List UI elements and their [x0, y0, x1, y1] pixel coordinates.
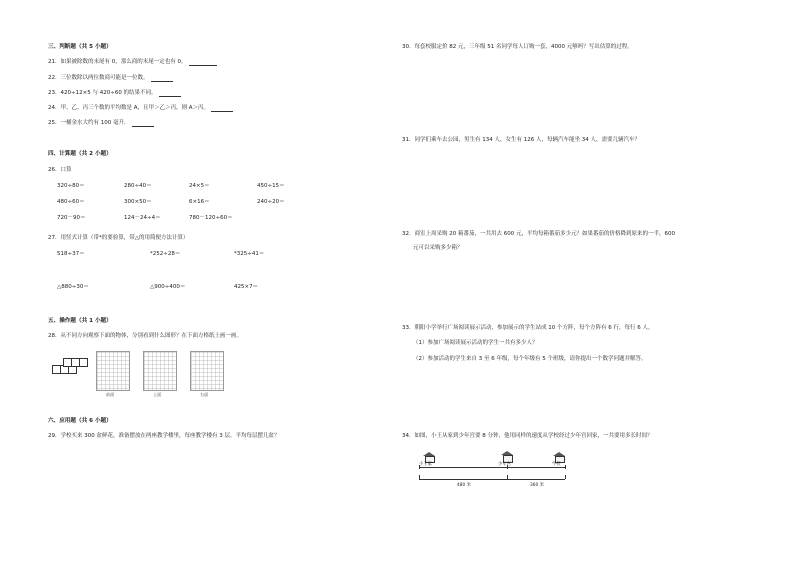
map-school: 学校 [552, 462, 561, 467]
grid-caption-top: 上面 [153, 392, 162, 397]
oral-item: 720－90＝ [57, 215, 86, 221]
distance-1: 480 米 [457, 483, 471, 488]
question-21: 21．如果被除数的末尾有 0，那么商的末尾一定也有 0。 [48, 59, 217, 66]
grid-caption-right: 右面 [200, 392, 209, 397]
vertical-item: *252÷28＝ [150, 251, 181, 257]
question-27: 27．用竖式计算（带*的要验算，带△的用简便方法计算） [48, 235, 189, 241]
vertical-item: 425×7＝ [234, 284, 259, 290]
oral-item: 300×50＝ [124, 199, 152, 205]
oral-item: 450÷15＝ [257, 183, 285, 189]
answer-blank-23[interactable] [159, 91, 181, 97]
vertical-item: 518÷37＝ [57, 251, 85, 257]
map-home: 小王家 [419, 462, 432, 467]
map-palace: 少年宫 [498, 462, 511, 467]
right-page [397, 0, 794, 562]
question-26: 26．口算 [48, 167, 72, 173]
answer-blank-25[interactable] [132, 121, 154, 127]
section-apply: 六、应用题（共 6 小题） [48, 418, 112, 424]
oral-item: 124－24÷4＝ [124, 215, 161, 221]
section-operate: 五、操作题（共 1 小题） [48, 318, 112, 324]
question-28: 28．从不同方向观察下面的物体，分别看到什么图形？在下面方格纸上画一画。 [48, 333, 243, 339]
vertical-item: △900÷400＝ [150, 284, 186, 290]
vertical-item: *325÷41＝ [234, 251, 265, 257]
question-32: 32．商室上周采购 20 箱番茄，一共用去 600 元，平均每箱番茄多少元？如果番茄的价格降到原来的一半，600 [402, 231, 675, 237]
question-34: 34．如图，小王从家到少年宫要 8 分钟，他用同样的速度从学校经过少年宫回家，一共要用多长时间？ [402, 433, 653, 439]
question-25: 25．一桶金水大约有 100 毫升． [48, 120, 154, 127]
oral-item: 24×5＝ [189, 183, 210, 189]
grid-caption-front: 前面 [106, 392, 115, 397]
oral-item: 780－120÷60＝ [189, 215, 233, 221]
route-line [419, 467, 565, 468]
section-judge: 三、判断题（共 5 小题） [48, 44, 112, 50]
question-33-part1: （1）参加广场阅读展示活动的学生一共有多少人？ [413, 340, 538, 346]
answer-blank-22[interactable] [151, 76, 173, 82]
grid-right[interactable] [190, 351, 224, 391]
vertical-item: △880÷30＝ [57, 284, 89, 290]
question-31: 31．同学们乘车去公园，男生有 134 人，女生有 126 人，每辆汽车能坐 34 人，需要几辆汽车？ [402, 137, 640, 143]
oral-item: 6×16＝ [189, 199, 210, 205]
question-33: 33．朝阳小学举行广场阅读展示活动，参加展示的学生站成 10 个方阵，每个方阵有 6 行，每行 6 人。 [402, 325, 654, 331]
question-29: 29．学校买来 300 盆鲜花，准备摆放在两座教学楼里，每座教学楼有 3 层，平均每层摆几盆？ [48, 433, 280, 439]
oral-item: 480÷60＝ [57, 199, 85, 205]
brace-1 [419, 479, 507, 480]
brace-2 [507, 479, 565, 480]
section-calc: 四、计算题（共 2 小题） [48, 151, 112, 157]
question-23: 23．420÷12×5 与 420÷60 的结果不同。 [48, 90, 181, 97]
question-32-cont: 元可以采购多少箱？ [413, 245, 463, 251]
answer-blank-24[interactable] [211, 106, 233, 112]
answer-blank-21[interactable] [189, 60, 217, 66]
grid-front[interactable] [96, 351, 130, 391]
question-33-part2: （2）参加活动的学生来自 3 至 6 年级，每个年级有 5 个班级，请你提出一个数学问题并解答。 [413, 356, 647, 362]
question-24: 24．甲、乙、丙三个数的平均数是 A，且甲＞乙＞丙，则 A＞丙。 [48, 105, 233, 112]
grid-top[interactable] [143, 351, 177, 391]
oral-item: 240÷20＝ [257, 199, 285, 205]
distance-2: 360 米 [530, 483, 544, 488]
question-22: 22．三位数除以两位数商可能是一位数。 [48, 75, 173, 82]
oral-item: 280÷40＝ [124, 183, 152, 189]
oral-item: 320÷80＝ [57, 183, 85, 189]
question-30: 30．每套校服定价 82 元，三年级 51 名同学每人订购一套，4000 元够吗？写出估算的过程。 [402, 44, 633, 50]
